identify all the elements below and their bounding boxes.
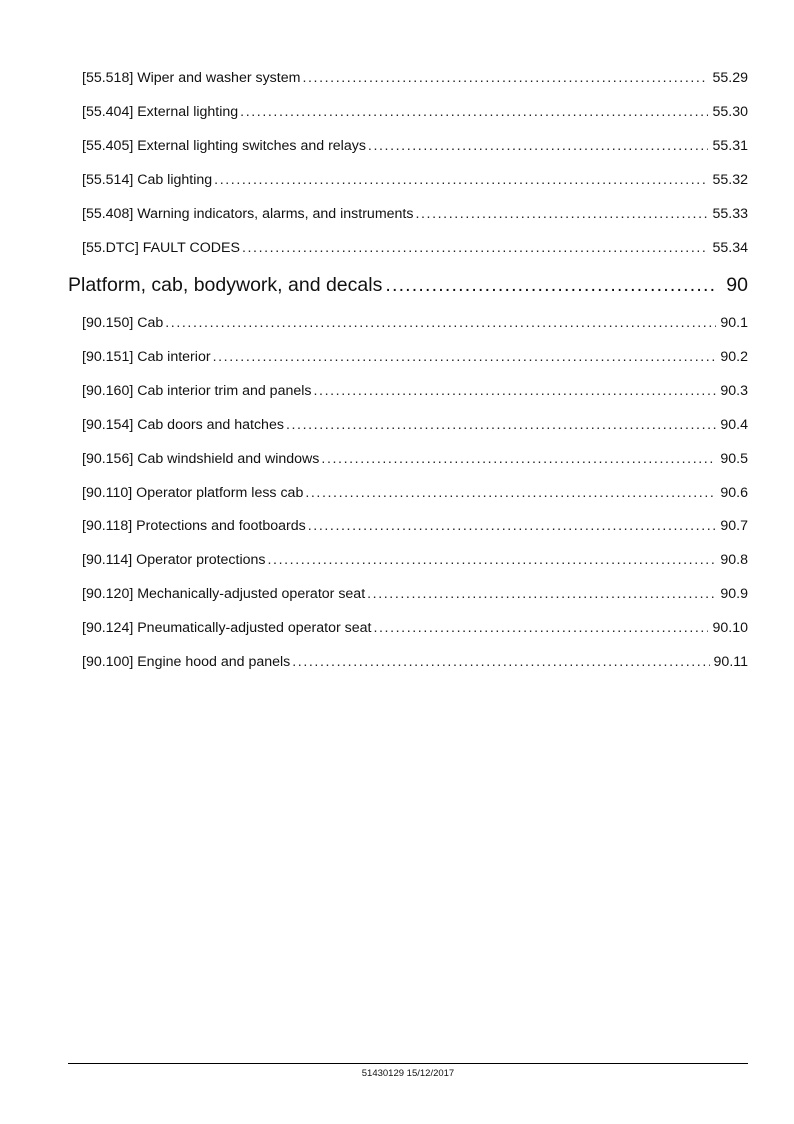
toc-entry-label: [90.114] Operator protections — [82, 552, 266, 568]
toc-entry[interactable] — [82, 618, 748, 638]
dot-leader — [305, 483, 716, 503]
dot-leader — [308, 516, 717, 536]
toc-entry-page: 90.8 — [720, 552, 748, 568]
toc-entry[interactable] — [82, 516, 748, 536]
dot-leader — [268, 550, 717, 570]
dot-leader — [240, 102, 708, 122]
toc-entry[interactable] — [82, 415, 748, 435]
dot-leader — [415, 204, 708, 224]
toc-entry-label: [55.408] Warning indicators, alarms, and instruments — [82, 206, 414, 222]
toc-entry-page: 55.30 — [712, 104, 748, 120]
toc-entry[interactable] — [82, 449, 748, 469]
toc-entry[interactable] — [82, 136, 748, 156]
dot-leader — [165, 313, 716, 333]
toc-entry-label: [90.156] Cab windshield and windows — [82, 451, 320, 467]
toc-entry-label: [90.150] Cab — [82, 315, 164, 331]
dot-leader — [286, 415, 716, 435]
dot-leader — [213, 347, 717, 367]
dot-leader — [242, 238, 709, 258]
toc-entry[interactable] — [82, 313, 748, 333]
toc-entry[interactable] — [82, 347, 748, 367]
toc-entry[interactable] — [82, 381, 748, 401]
toc-entry[interactable] — [82, 652, 748, 672]
toc-section-label: Platform, cab, bodywork, and decals — [68, 274, 383, 296]
dot-leader — [368, 136, 709, 156]
toc-section-page: 90 — [726, 274, 748, 296]
toc-entry-label: [90.160] Cab interior trim and panels — [82, 383, 312, 399]
footer-divider — [68, 1063, 748, 1064]
toc-entry-page: 55.32 — [712, 172, 748, 188]
toc-entry-label: [90.151] Cab interior — [82, 349, 211, 365]
footer-document-id: 51430129 15/12/2017 — [361, 1068, 455, 1079]
toc-entry-page: 90.10 — [712, 620, 748, 636]
toc-entry-page: 90.9 — [720, 586, 748, 602]
toc-section-heading[interactable] — [68, 270, 748, 300]
toc-entry-page: 90.7 — [720, 518, 748, 534]
toc-entry-page: 90.11 — [713, 654, 748, 670]
toc-entry-page: 90.2 — [720, 349, 748, 365]
toc-entry[interactable] — [82, 238, 748, 258]
toc-entry-page: 90.4 — [720, 417, 748, 433]
toc-entry-page: 90.5 — [720, 451, 748, 467]
toc-entry[interactable] — [82, 170, 748, 190]
toc-entry-page: 55.29 — [712, 70, 748, 86]
toc-entry-label: [90.118] Protections and footboards — [82, 518, 306, 534]
toc-entry-page: 55.34 — [712, 240, 748, 256]
toc-entry[interactable] — [82, 204, 748, 224]
toc-entry[interactable] — [82, 102, 748, 122]
dot-leader — [302, 68, 708, 88]
toc-entry-label: [90.124] Pneumatically-adjusted operator seat — [82, 620, 372, 636]
dot-leader — [214, 170, 708, 190]
toc-entry-page: 90.3 — [720, 383, 748, 399]
toc-entry-page: 55.31 — [712, 138, 748, 154]
toc-entry-label: [90.100] Engine hood and panels — [82, 654, 291, 670]
toc-entry-label: [55.DTC] FAULT CODES — [82, 240, 240, 256]
toc-entry-page: 55.33 — [712, 206, 748, 222]
toc-entry[interactable] — [82, 68, 748, 88]
toc-entry[interactable] — [82, 483, 748, 503]
dot-leader — [292, 652, 709, 672]
toc-entry-label: [90.120] Mechanically-adjusted operator seat — [82, 586, 366, 602]
toc-entry-label: [55.405] External lighting switches and relays — [82, 138, 366, 154]
toc-entry-page: 90.6 — [720, 485, 748, 501]
toc-entry-label: [90.110] Operator platform less cab — [82, 485, 304, 501]
dot-leader — [314, 381, 717, 401]
dot-leader — [367, 584, 716, 604]
toc-entry-label: [90.154] Cab doors and hatches — [82, 417, 284, 433]
dot-leader — [321, 449, 716, 469]
toc-entry-label: [55.518] Wiper and washer system — [82, 70, 301, 86]
toc-entry[interactable] — [82, 550, 748, 570]
dot-leader — [385, 270, 716, 300]
toc-entry-label: [55.404] External lighting — [82, 104, 239, 120]
toc-entry-label: [55.514] Cab lighting — [82, 172, 213, 188]
toc-entry[interactable] — [82, 584, 748, 604]
toc-entry-page: 90.1 — [720, 315, 748, 331]
dot-leader — [373, 618, 708, 638]
